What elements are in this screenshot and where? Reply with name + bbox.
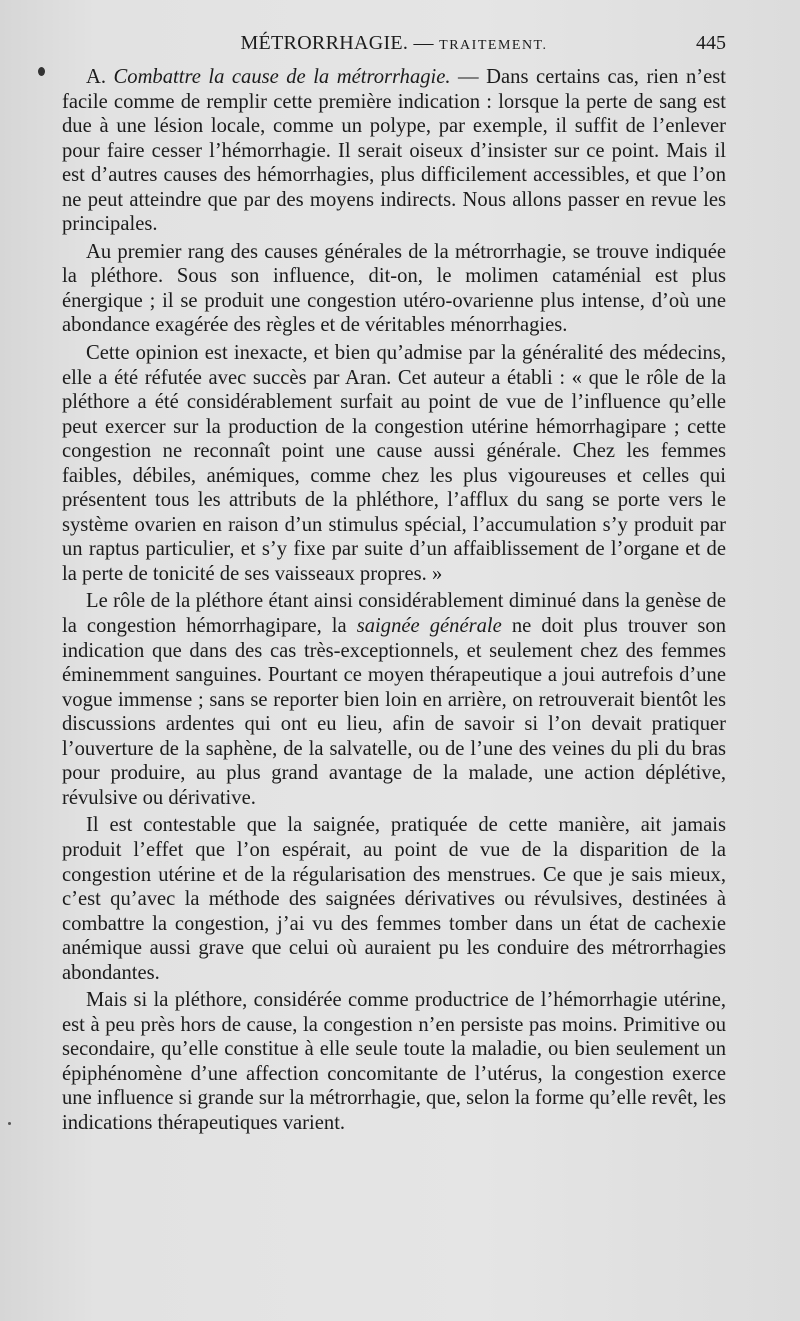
section-label: A. (86, 66, 107, 88)
header-title (62, 32, 726, 55)
section-title: TRAITEMENT. (439, 38, 548, 53)
paragraph-text: Le rôle de la pléthore étant ainsi considérablement diminué dans la genèse de la congestion hémorrhagipare, la (62, 590, 726, 638)
page-body (62, 65, 726, 1139)
paragraph-3: Cette opinion est inexacte, et bien qu’admise par la généralité des médecins, elle a été réfutée avec succès par Aran. Cet auteur a établi : « que le rôle de la pléthore a été considérablement surfait au point de vue de l’influence qu’elle peut exercer sur la production de la congestion utérine hémorrhagipare ; cette congestion ne reconnaît point une cause aussi générale. Chez les femmes faibles, débiles, anémiques, comme chez les plus vigoureuses et celles qui présentent tous les attributs de la phléthore, l’afflux du sang se porte vers le système ovarien en raison d’un stimulus spécial, l’accumulation s’y produit par un raptus particulier, et s’y fixe par suite d’un affaiblissement de l’organe et de la perte de tonicité de ses vaisseaux propres. » (62, 342, 726, 585)
paragraph-4 (62, 589, 726, 810)
paragraph-text: ne doit plus trouver son indication que dans des cas très-exceptionnels, et seulement chez des femmes éminemment sanguines. Pourtant ce moyen thérapeutique a joui autrefois d’une vogue immense ; sans se reporter bien loin en arrière, on retrouverait bientôt les discussions ardentes qui ont eu lieu, afin de savoir si l’on devait pratiquer l’ouverture de la saphène, de la salvatelle, ou de l’une des veines du pli du bras pour produire, au plus grand avantage de la malade, une action déplétive, révulsive ou dérivative. (62, 615, 726, 809)
running-header (62, 32, 726, 58)
section-heading: Combattre la cause de la métrorrhagie. (113, 66, 451, 88)
italic-term: saignée générale (356, 615, 502, 638)
ink-speck (8, 1122, 11, 1125)
page-number: 445 (696, 32, 726, 54)
paragraph-2: Au premier rang des causes générales de la métrorrhagie, se trouve indiquée la pléthore. Sous son influence, dit-on, le molimen cataménial est plus énergique ; il se produit une congestion utéro-ovarienne plus intense, d’où une abondance exagérée des règles et de véritables ménorrhagies. (62, 240, 726, 337)
paragraph-5: Il est contestable que la saignée, pratiquée de cette manière, ait jamais produit l’effet que l’on espérait, au point de vue de la disparition de la congestion utérine et de la régularisation des menstrues. Ce que je sais mieux, c’est qu’avec la méthode des saignées dérivatives ou révulsives, destinées à combattre la congestion, j’ai vu des femmes tomber dans un état de cachexie anémique aussi grave que celui où auraient pu les conduire des métrorrhagies abondantes. (62, 814, 726, 984)
paragraph-1 (62, 65, 726, 237)
ink-spot (38, 67, 45, 76)
header-separator: — (413, 32, 434, 54)
chapter-title: MÉTRORRHAGIE. (240, 32, 409, 54)
paragraph-text: — Dans certains cas, rien n’est facile comme de remplir cette première indication : lorsque la perte de sang est due à une lésion locale, comme un polype, par exemple, il suffit de l’enlever pour faire cesser l’hémorrhagie. Il serait oiseux d’insister sur ce point. Mais il est d’autres causes des hémorrhagies, plus difficilement accessibles, et que l’on ne peut atteindre que par des moyens indirects. Nous allons passer en revue les principales. (62, 66, 726, 236)
paragraph-6: Mais si la pléthore, considérée comme productrice de l’hémorrhagie utérine, est à peu près hors de cause, la congestion n’en persiste pas moins. Primitive ou secondaire, qu’elle constitue à elle seule toute la maladie, ou bien seulement un épiphénomène d’une affection concomitante de l’utérus, la congestion exerce une influence si grande sur la métrorrhagie, que, selon la forme qu’elle revêt, les indications thérapeutiques varient. (62, 989, 726, 1134)
